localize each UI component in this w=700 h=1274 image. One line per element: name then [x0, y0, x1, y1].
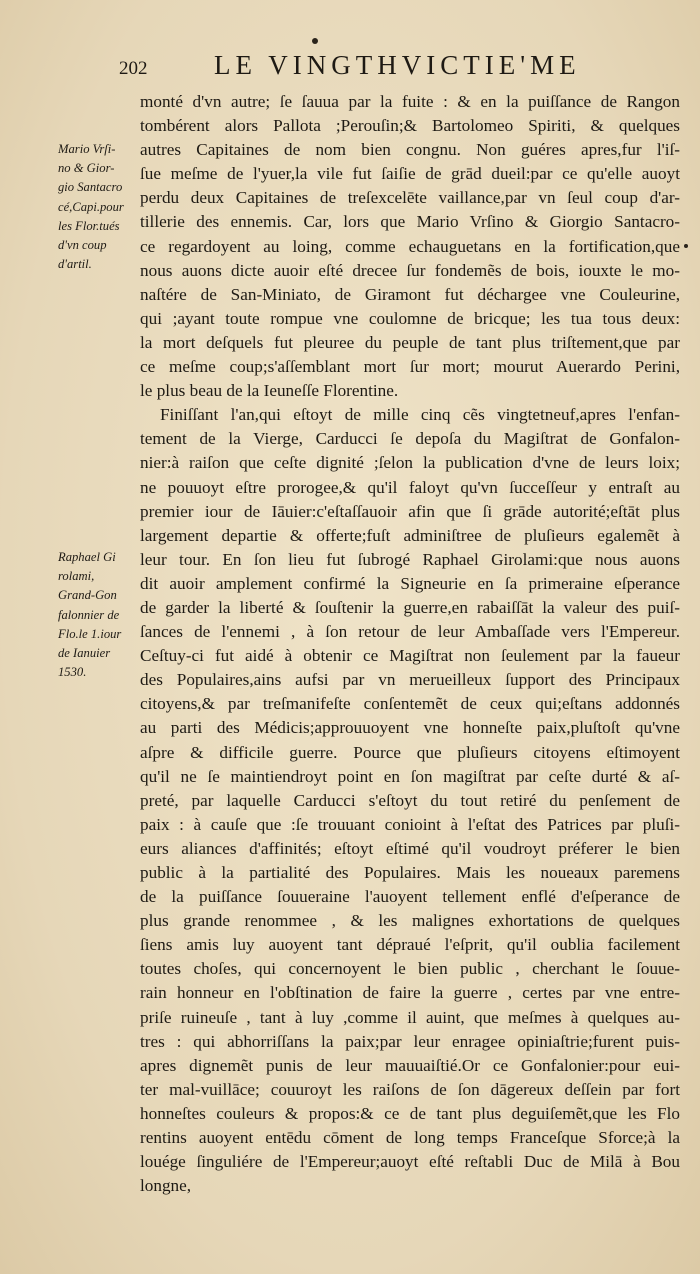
margin-note-raphael-girolami: [58, 548, 136, 682]
text-line: rentins auoyent entēdu cōment de long temps Franceſque Sforce;à la: [140, 1128, 680, 1148]
text-line: ce regardoyent au loing, comme echauguetans en la fortification,que: [140, 236, 680, 256]
text-line: public à la partialité des Populaires. Mais les noueaux paremens: [140, 863, 680, 882]
margin-note-line: rolami,: [58, 569, 95, 584]
margin-note-line: falonnier de: [58, 607, 120, 622]
text-line: de garder la liberté & ſouſtenir la guerre,en rabaiſſāt la valeur des puiſ-: [140, 597, 680, 617]
margin-note-line: Flo.le 1.iour: [58, 626, 122, 641]
margin-note-line: Raphael Gi: [58, 550, 116, 564]
text-line: largement departie & offerte;fuſt adminiſtree de pluſieurs egalemẽt à: [140, 525, 680, 545]
margin-note-line: 1530.: [58, 665, 87, 680]
margin-note-line: cé,Capi.pour: [58, 199, 124, 214]
text-line: longne,: [140, 1176, 192, 1196]
text-line: leur tour. En ſon lieu fut ſubrogé Raphael Girolami:que nous auons: [140, 549, 680, 569]
running-head: LE VINGTHVICTIE'ME: [214, 50, 581, 80]
body-text: [140, 90, 680, 1198]
margin-note-line: Mario Vrſi-: [58, 142, 116, 156]
text-line: dit auoir amplement confirmé la Signeurie en ſa primeraine eſperance: [140, 573, 680, 593]
text-line: tillerie des ennemis. Car, lors que Mario Vrſino & Giorgio Santacro-: [140, 212, 680, 232]
text-line: citoyens,& par treſmanifeſte conſentemẽt de ceux qui;eſtans addonnés: [140, 694, 680, 714]
margin-note-line: d'vn coup: [58, 237, 107, 252]
text-line: naſtére de San-Miniato, de Giramont fut déchargee vne Couleurine,: [140, 284, 680, 304]
text-line: Ceſtuy-ci fut aidé à obtenir ce Magiſtrat non ſeulement par la faueur: [140, 646, 680, 666]
margin-note-line: Grand-Gon: [58, 588, 117, 603]
text-line: louége ſinguliére de l'Empereur;auoyt eſté reſtabli Duc de Milā à Bou: [140, 1152, 680, 1172]
text-line: des Populaires,ains aufsi par vn merueilleux ſupport des Principaux: [140, 670, 680, 690]
text-line: qu'il ne ſe maintiendroyt point en ſon magiſtrat par ceſte durté & aſ-: [140, 766, 680, 786]
text-line: ſances de l'ennemi , à ſon retour de leur Ambaſſade vers l'Empereur.: [140, 622, 680, 642]
text-line: nier:à raiſon que ceſte dignité ;ſelon la publication d'vne de leurs loix;: [140, 453, 680, 473]
text-line: paix : à cauſe que :ſe trouuant conioint à l'eſtat des Patrices par pluſi-: [140, 814, 680, 834]
text-line: premier iour de Iāuier:c'eſtaſſauoir afin que ſi grāde autorité;eſtāt plus: [140, 501, 680, 521]
text-line: au parti des Médicis;approuuoyent vne honneſte paix,pluſtoſt qu'vne: [140, 718, 680, 738]
ink-mark: [684, 244, 688, 248]
text-line: apres dignemẽt punis de leur mauuaiſtié.Or ce Gonfalonier:pour eui-: [140, 1055, 680, 1075]
margin-note-line: gio Santacro: [58, 180, 123, 195]
text-line: la mort deſquels fut pleuree du peuple de tant plus triſtement,que par: [140, 332, 680, 352]
text-line: eurs aliances d'affinités; eſtoyt eſtimé qu'il voudroyt préferer le bien: [140, 838, 680, 858]
margin-note-line: no & Gior-: [58, 161, 115, 176]
header-ornament: [312, 38, 318, 44]
text-line: honneſtes couleurs & propos:& ce de tant plus deguiſemẽt,que les Flo: [140, 1103, 680, 1123]
text-line: toutes choſes, qui concernoyent le bien public , cherchant le ſouue-: [140, 959, 680, 979]
text-line: Finiſſant l'an,qui eſtoyt de mille cinq cẽs vingtetneuf,apres l'enfan-: [160, 405, 680, 425]
margin-note-line: de Ianuier: [58, 645, 111, 660]
text-line: tres : qui abhorriſſans la paix;par leur enragee opiniaſtrie;furent puis-: [140, 1031, 680, 1051]
text-line: ter mal-vuillāce; couuroyt les raiſons de ſon dāgereux deſſein par fort: [140, 1079, 680, 1099]
text-line: ſue meſme de l'yuer,la vile fut ſaiſie de grād dueil:par ce qu'elle auoyt: [140, 164, 680, 184]
margin-note-line: d'artil.: [58, 257, 92, 272]
text-line: ſiens amis luy auoyent tant dépraué l'eſprit, qu'il oublia facilement: [140, 935, 680, 955]
text-line: le plus beau de la Ieuneſſe Florentine.: [140, 381, 399, 401]
text-line: qui ;ayant toute rompue vne coulomne de bricque; les tua tous deux:: [140, 308, 680, 328]
text-line: plus grande renommee , & les malignes exhortations de quelques: [140, 911, 680, 931]
margin-note-mario-ursino: [58, 140, 136, 274]
text-line: ne pouuoyt eſtre prorogee,& qu'il faloyt qu'vn ſucceſſeur y entraſt au: [140, 477, 680, 497]
text-line: priſe ruineuſe , tant à luy ,comme il auint, que meſmes à quelques au-: [140, 1007, 680, 1027]
text-line: tement de la Vierge, Carducci ſe depoſa du Magiſtrat de Gonfalon-: [140, 429, 680, 449]
text-line: tombérent alors Pallota ;Perouſin;& Bartolomeo Spiriti, & quelques: [140, 116, 680, 136]
text-line: ce meſme coup;s'aſſemblant mort ſur mort; mourut Auerardo Perini,: [140, 357, 680, 377]
text-line: de la puiſſance ſouueraine l'auoyent tellement enflé d'eſperance de: [140, 887, 680, 907]
text-line: autres Capitaines de nom bien congnu. Non guéres apres,fur l'iſ-: [140, 140, 680, 160]
text-line: monté d'vn autre; ſe ſauua par la fuite : & en la puiſſance de Rangon: [140, 92, 680, 111]
page-number: 202: [119, 58, 148, 79]
text-line: nous auons dicte auoir eſté drecee ſur fondemẽs de bois, iouxte le mo-: [140, 260, 680, 280]
text-line: preté, par laquelle Carducci s'eſtoyt du tout retiré du penſement de: [140, 790, 680, 810]
text-line: perdu deux Capitaines de treſexcelēte vaillance,par vn ſeul coup d'ar-: [140, 188, 680, 208]
text-line: rain honneur en l'obſtination de faire la guerre , certes par vne entre-: [140, 983, 680, 1003]
text-line: aſpre & difficile guerre. Pource que pluſieurs citoyens eſtimoyent: [140, 742, 680, 762]
margin-note-line: les Flor.tués: [58, 218, 120, 233]
